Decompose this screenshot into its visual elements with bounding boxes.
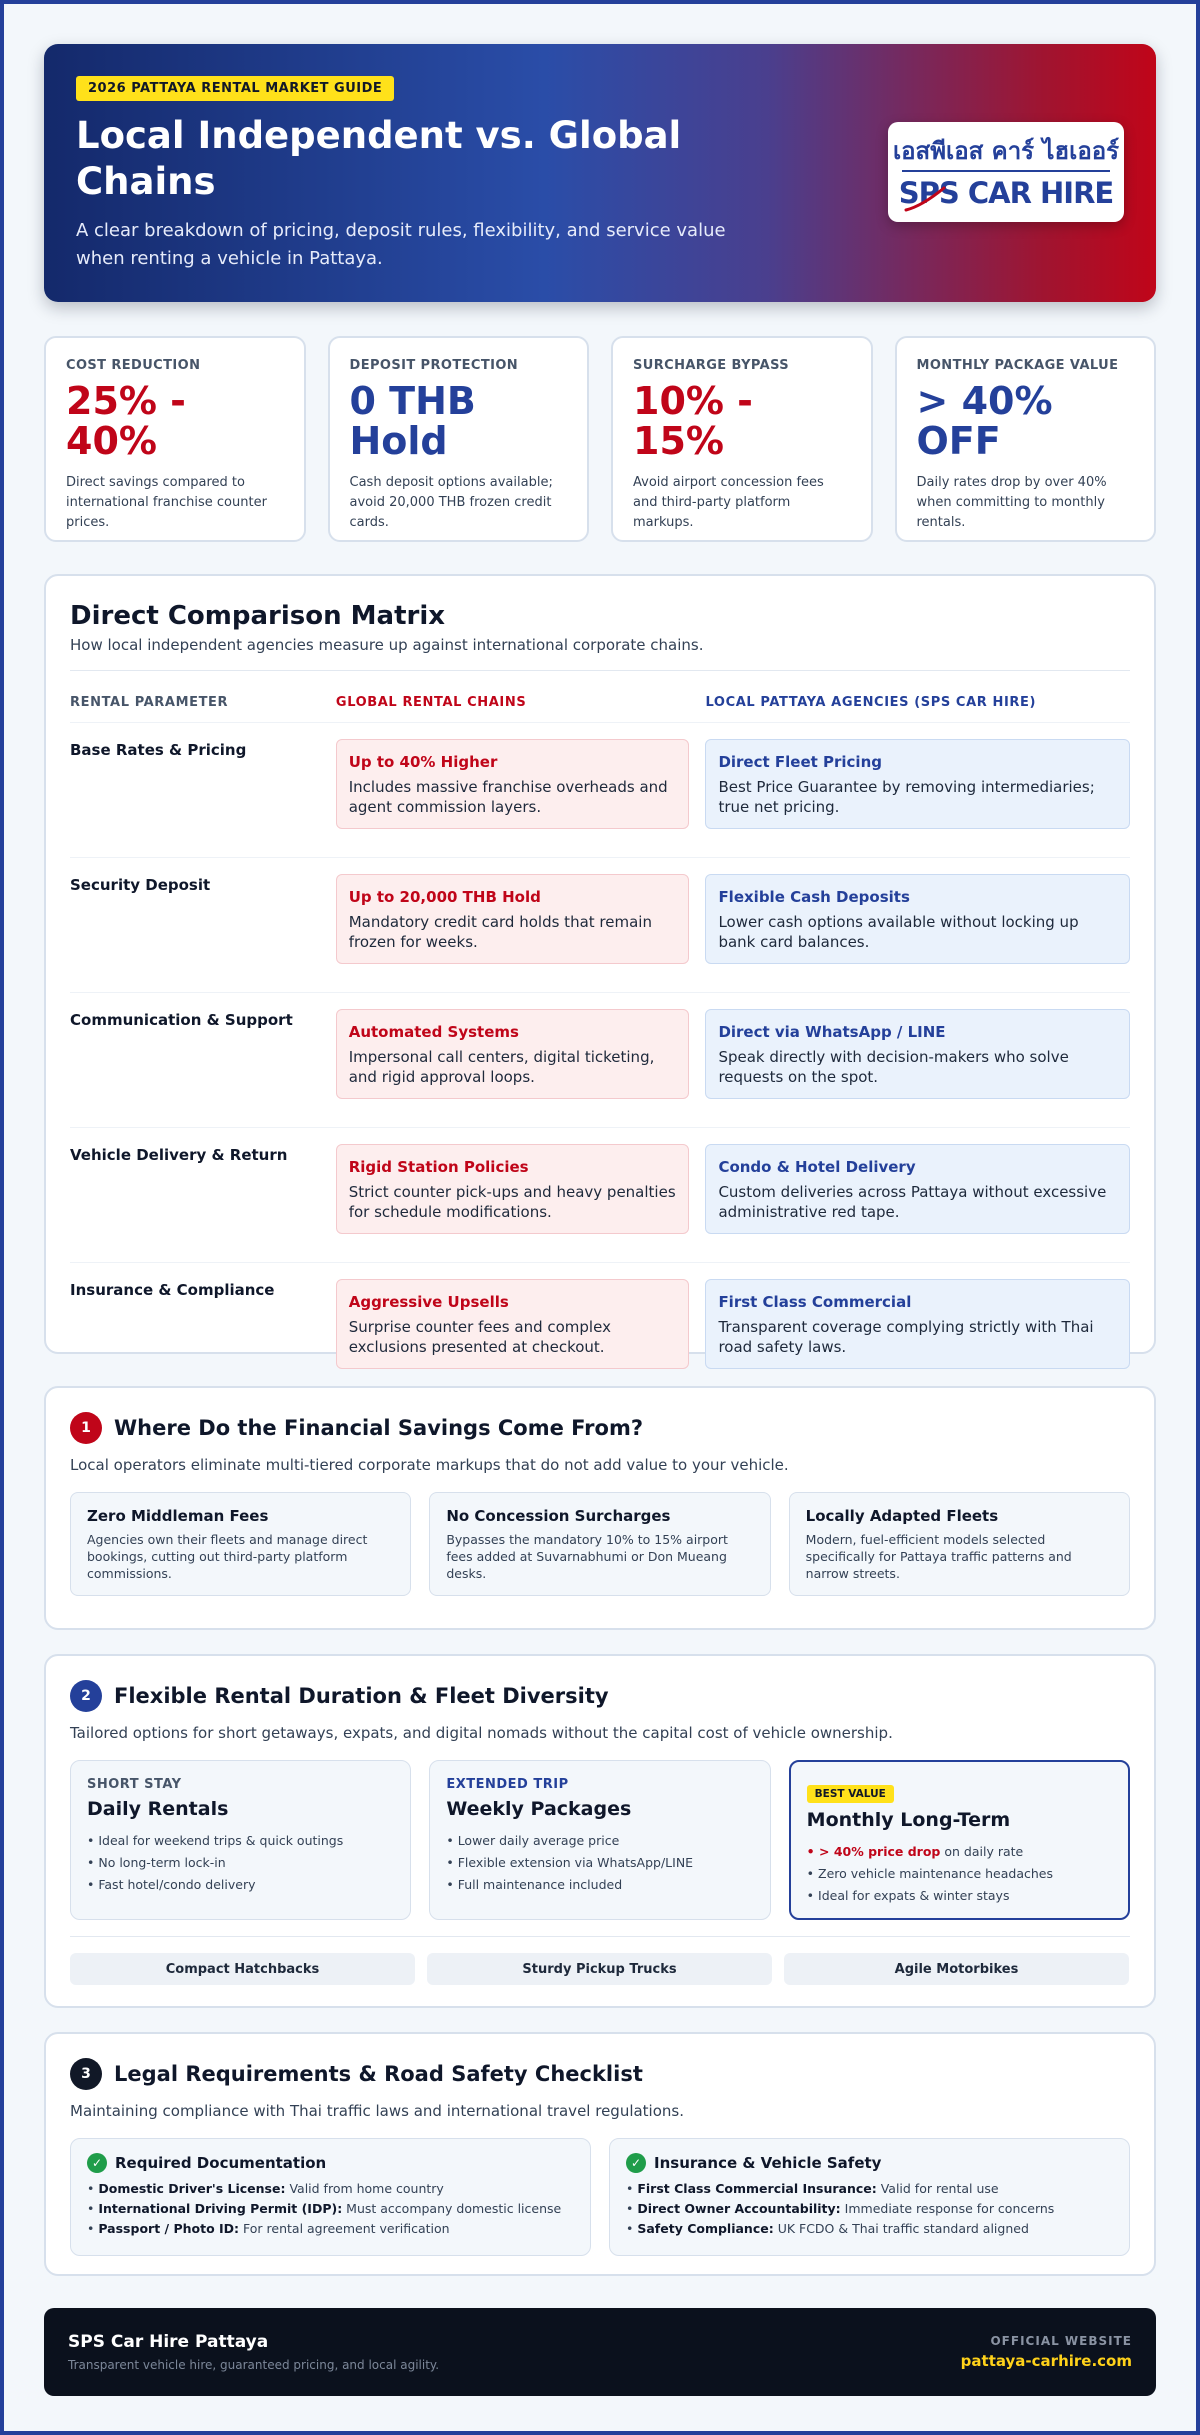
local-cell bbox=[705, 874, 1130, 964]
brand-logo bbox=[888, 122, 1124, 222]
plan-bullet: • Fast hotel/condo delivery bbox=[87, 1877, 256, 1892]
stat-desc: Avoid airport concession fees and third-party platform markups. bbox=[633, 475, 824, 530]
footer-left bbox=[68, 2332, 439, 2372]
local-cell-title: Condo & Hotel Delivery bbox=[718, 1158, 916, 1176]
section-title: Where Do the Financial Savings Come From? bbox=[114, 1416, 644, 1440]
savings-item-title: No Concession Surcharges bbox=[446, 1507, 671, 1525]
plan-kicker: SHORT STAY bbox=[87, 1777, 182, 1792]
matrix-row bbox=[70, 1262, 1130, 1385]
matrix-title: Direct Comparison Matrix bbox=[70, 601, 446, 631]
fleet-types bbox=[70, 1953, 1130, 1985]
local-cell-desc: Best Price Guarantee by removing intermediaries; true net pricing. bbox=[718, 778, 1095, 816]
global-cell-desc: Strict counter pick-ups and heavy penalties for schedule modifications. bbox=[348, 1183, 676, 1221]
global-cell-desc: Surprise counter fees and complex exclusions presented at checkout. bbox=[348, 1318, 611, 1356]
local-cell-desc: Lower cash options available without locking up bank card balances. bbox=[718, 913, 1079, 951]
global-cell bbox=[336, 739, 690, 829]
stats-row bbox=[44, 336, 1156, 542]
legal-box-documents bbox=[70, 2138, 591, 2256]
stat-card-cost bbox=[44, 336, 306, 542]
row-parameter: Base Rates & Pricing bbox=[70, 741, 247, 759]
plans-grid bbox=[70, 1760, 1130, 1920]
savings-item bbox=[429, 1492, 770, 1596]
savings-item-desc: Modern, fuel-efficient models selected specifically for Pattaya traffic patterns and narrow streets. bbox=[805, 1532, 1072, 1581]
plan-bullet: • Ideal for weekend trips & quick outings bbox=[87, 1833, 344, 1848]
stat-value: > 40% OFF bbox=[916, 379, 1053, 463]
legal-box-header bbox=[626, 2153, 1113, 2173]
stat-card-surcharge bbox=[611, 336, 873, 542]
plan-bullet: • Ideal for expats & winter stays bbox=[806, 1888, 1010, 1903]
plan-title: Monthly Long-Term bbox=[806, 1809, 1011, 1831]
check-icon: ✓ bbox=[626, 2153, 646, 2173]
section-subtitle: Maintaining compliance with Thai traffic laws and international travel regulations. bbox=[70, 2102, 684, 2120]
plan-card-weekly bbox=[429, 1760, 770, 1920]
section-title: Legal Requirements & Road Safety Checklist bbox=[114, 2062, 643, 2086]
section-number-badge: 3 bbox=[70, 2058, 102, 2090]
matrix-row bbox=[70, 722, 1130, 845]
section-title: Flexible Rental Duration & Fleet Diversity bbox=[114, 1684, 609, 1708]
footer-right bbox=[961, 2334, 1132, 2370]
global-cell-title: Automated Systems bbox=[348, 1023, 519, 1041]
logo-swoosh-icon bbox=[904, 184, 948, 214]
footer-website-link[interactable]: pattaya-carhire.com bbox=[960, 2352, 1132, 2370]
section-number-badge: 1 bbox=[70, 1412, 102, 1444]
global-cell-title: Up to 20,000 THB Hold bbox=[348, 888, 541, 906]
stat-card-monthly bbox=[895, 336, 1157, 542]
plan-bullets bbox=[446, 1830, 753, 1896]
section-number-badge: 2 bbox=[70, 1680, 102, 1712]
matrix-subtitle: How local independent agencies measure up against international corporate chains. bbox=[70, 636, 704, 654]
footer-tagline: Transparent vehicle hire, guaranteed pricing, and local agility. bbox=[68, 2358, 440, 2372]
stat-label: SURCHARGE BYPASS bbox=[633, 358, 790, 373]
global-cell-title: Aggressive Upsells bbox=[348, 1293, 509, 1311]
stat-desc: Direct savings compared to international franchise counter prices. bbox=[66, 475, 267, 530]
matrix-header-row bbox=[70, 695, 1130, 710]
savings-item-title: Zero Middleman Fees bbox=[87, 1507, 269, 1525]
stat-label: MONTHLY PACKAGE VALUE bbox=[916, 358, 1119, 373]
duration-header bbox=[70, 1680, 1130, 1712]
page-subtitle: A clear breakdown of pricing, deposit rules, flexibility, and service value when renting a vehicle in Pattaya. bbox=[76, 220, 726, 269]
global-cell bbox=[336, 1144, 690, 1234]
plan-title: Daily Rentals bbox=[87, 1798, 229, 1820]
legal-box-insurance bbox=[609, 2138, 1130, 2256]
section-subtitle: Local operators eliminate multi-tiered corporate markups that do not add value to your vehicle. bbox=[70, 1456, 789, 1474]
local-cell-title: Direct via WhatsApp / LINE bbox=[718, 1023, 946, 1041]
plan-card-daily bbox=[70, 1760, 411, 1920]
legal-box-title: Required Documentation bbox=[115, 2154, 327, 2172]
stat-value: 25% - 40% bbox=[66, 379, 186, 463]
savings-item-title: Locally Adapted Fleets bbox=[805, 1507, 999, 1525]
plan-bullet: • Full maintenance included bbox=[446, 1877, 623, 1892]
matrix-divider bbox=[70, 670, 1130, 671]
matrix-row bbox=[70, 1127, 1130, 1250]
header-global: GLOBAL RENTAL CHAINS bbox=[335, 695, 527, 710]
section-subtitle: Tailored options for short getaways, expats, and digital nomads without the capital cost of vehicle ownership. bbox=[70, 1724, 893, 1742]
plan-title: Weekly Packages bbox=[446, 1798, 632, 1820]
check-icon: ✓ bbox=[87, 2153, 107, 2173]
legal-list bbox=[626, 2179, 1113, 2239]
legal-box-header bbox=[87, 2153, 574, 2173]
global-cell bbox=[336, 1009, 690, 1099]
fleet-chip: Sturdy Pickup Trucks bbox=[427, 1953, 772, 1985]
guide-badge: 2026 PATTAYA RENTAL MARKET GUIDE bbox=[76, 76, 394, 101]
global-cell-title: Rigid Station Policies bbox=[348, 1158, 529, 1176]
legal-grid bbox=[70, 2138, 1130, 2256]
duration-section bbox=[44, 1654, 1156, 2008]
local-cell bbox=[705, 1279, 1130, 1369]
best-value-badge: BEST VALUE bbox=[807, 1785, 894, 1803]
savings-section bbox=[44, 1386, 1156, 1630]
page-title: Local Independent vs. Global Chains bbox=[76, 114, 682, 203]
local-cell-desc: Speak directly with decision-makers who solve requests on the spot. bbox=[718, 1048, 1069, 1086]
stat-value: 0 THB Hold bbox=[349, 379, 476, 463]
global-cell-desc: Includes massive franchise overheads and agent commission layers. bbox=[348, 778, 668, 816]
stat-value: 10% - 15% bbox=[633, 379, 753, 463]
global-cell bbox=[336, 874, 690, 964]
legal-item: • International Driving Permit (IDP): Must accompany domestic license bbox=[87, 2201, 562, 2216]
local-cell-desc: Custom deliveries across Pattaya without excessive administrative red tape. bbox=[718, 1183, 1107, 1221]
savings-item-desc: Bypasses the mandatory 10% to 15% airport fees added at Suvarnabhumi or Don Mueang desks. bbox=[446, 1532, 728, 1581]
stat-label: COST REDUCTION bbox=[66, 358, 201, 373]
local-cell bbox=[705, 1009, 1130, 1099]
local-cell bbox=[705, 739, 1130, 829]
plan-bullet: • Zero vehicle maintenance headaches bbox=[806, 1866, 1053, 1881]
plan-bullet: • Lower daily average price bbox=[446, 1833, 620, 1848]
footer-company-name: SPS Car Hire Pattaya bbox=[68, 2332, 269, 2352]
row-parameter: Security Deposit bbox=[70, 876, 211, 894]
footer-official-label: OFFICIAL WEBSITE bbox=[990, 2334, 1132, 2348]
global-cell-desc: Impersonal call centers, digital ticketing, and rigid approval loops. bbox=[348, 1048, 655, 1086]
legal-section bbox=[44, 2032, 1156, 2276]
savings-grid bbox=[70, 1492, 1130, 1596]
logo-brand-label: SPS CAR HIRE bbox=[898, 176, 1114, 210]
legal-item: • Passport / Photo ID: For rental agreement verification bbox=[87, 2221, 450, 2236]
comparison-matrix bbox=[44, 574, 1156, 1354]
plan-bullet: • No long-term lock-in bbox=[87, 1855, 226, 1870]
local-cell-title: Direct Fleet Pricing bbox=[718, 753, 882, 771]
legal-item: • Safety Compliance: UK FCDO & Thai traffic standard aligned bbox=[626, 2221, 1029, 2236]
local-cell-title: First Class Commercial bbox=[718, 1293, 912, 1311]
header-parameter: RENTAL PARAMETER bbox=[70, 695, 229, 710]
global-cell bbox=[336, 1279, 690, 1369]
fleet-chip: Compact Hatchbacks bbox=[70, 1953, 415, 1985]
plan-card-monthly bbox=[789, 1760, 1130, 1920]
plan-bullet: • > 40% price drop on daily rate bbox=[806, 1844, 1024, 1859]
logo-divider bbox=[902, 170, 1110, 172]
stat-label: DEPOSIT PROTECTION bbox=[349, 358, 519, 373]
savings-item bbox=[789, 1492, 1130, 1596]
local-cell-desc: Transparent coverage complying strictly with Thai road safety laws. bbox=[718, 1318, 1094, 1356]
hero-banner bbox=[44, 44, 1156, 302]
global-cell-title: Up to 40% Higher bbox=[348, 753, 498, 771]
stat-card-deposit bbox=[328, 336, 590, 542]
global-cell-desc: Mandatory credit card holds that remain frozen for weeks. bbox=[348, 913, 652, 951]
plan-bullets bbox=[807, 1841, 1112, 1907]
legal-box-title: Insurance & Vehicle Safety bbox=[654, 2154, 882, 2172]
fleet-divider bbox=[70, 1936, 1130, 1937]
logo-thai-text: เอสพีเอส คาร์ ไฮเออร์ bbox=[892, 137, 1120, 165]
row-parameter: Communication & Support bbox=[70, 1011, 293, 1029]
stat-desc: Daily rates drop by over 40% when committing to monthly rentals. bbox=[916, 475, 1107, 530]
matrix-row bbox=[70, 992, 1130, 1115]
legal-header bbox=[70, 2058, 1130, 2090]
fleet-chip: Agile Motorbikes bbox=[784, 1953, 1129, 1985]
legal-item: • Direct Owner Accountability: Immediate response for concerns bbox=[626, 2201, 1055, 2216]
savings-item-desc: Agencies own their fleets and manage direct bookings, cutting out third-party platform commissions. bbox=[87, 1532, 368, 1581]
stat-desc: Cash deposit options available; avoid 20,000 THB frozen credit cards. bbox=[349, 475, 553, 530]
legal-item: • First Class Commercial Insurance: Valid for rental use bbox=[626, 2181, 999, 2196]
row-parameter: Insurance & Compliance bbox=[70, 1281, 275, 1299]
local-cell bbox=[705, 1144, 1130, 1234]
plan-kicker: EXTENDED TRIP bbox=[446, 1777, 569, 1792]
row-parameter: Vehicle Delivery & Return bbox=[70, 1146, 288, 1164]
matrix-row bbox=[70, 857, 1130, 980]
legal-item: • Domestic Driver's License: Valid from home country bbox=[87, 2181, 444, 2196]
plan-bullets bbox=[87, 1830, 394, 1896]
header-local: LOCAL PATTAYA AGENCIES (SPS CAR HIRE) bbox=[705, 695, 1037, 710]
logo-brand-text bbox=[888, 176, 1124, 210]
legal-list bbox=[87, 2179, 574, 2239]
local-cell-title: Flexible Cash Deposits bbox=[718, 888, 910, 906]
savings-header bbox=[70, 1412, 1130, 1444]
plan-bullet: • Flexible extension via WhatsApp/LINE bbox=[446, 1855, 694, 1870]
savings-item bbox=[70, 1492, 411, 1596]
footer bbox=[44, 2308, 1156, 2396]
